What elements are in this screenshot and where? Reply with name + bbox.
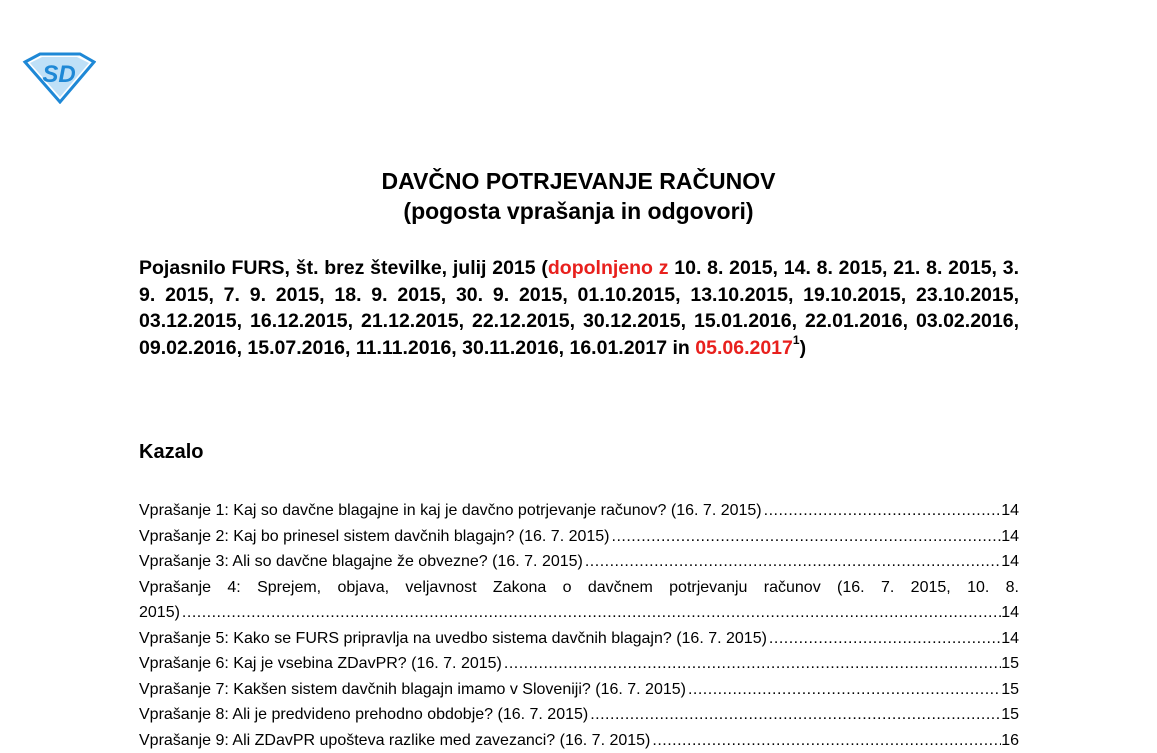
footnote-reference[interactable]: 1 [793, 333, 800, 347]
intro-red-word: dopolnjeno z [548, 257, 669, 279]
toc-page-number: 14 [1001, 498, 1019, 524]
intro-paragraph [139, 255, 1019, 361]
toc-entry-3[interactable] [139, 549, 1019, 575]
logo-icon [22, 48, 96, 104]
toc-dot-leader [610, 524, 1002, 550]
toc-dot-leader [588, 702, 1001, 728]
toc-entry-1[interactable] [139, 498, 1019, 524]
toc-page-number: 14 [1001, 626, 1019, 652]
toc-entry-text: Vprašanje 8: Ali je predvideno prehodno obdobje? (16. 7. 2015) [139, 702, 588, 728]
toc-entry-2[interactable] [139, 524, 1019, 550]
toc-entry-4[interactable] [139, 575, 1019, 626]
title-line-2: (pogosta vprašanja in odgovori) [0, 196, 1157, 226]
toc-page-number: 14 [1001, 600, 1019, 626]
toc-dot-leader [502, 651, 1001, 677]
toc-dot-leader [650, 728, 1001, 753]
toc-dot-leader [767, 626, 1001, 652]
title-line-1: DAVČNO POTRJEVANJE RAČUNOV [0, 166, 1157, 196]
toc-page-number: 15 [1001, 651, 1019, 677]
toc-entry-text: Vprašanje 6: Kaj je vsebina ZDavPR? (16. 7. 2015) [139, 651, 502, 677]
toc-entry-text: Vprašanje 9: Ali ZDavPR upošteva razlike med zavezanci? (16. 7. 2015) [139, 728, 650, 753]
toc-dot-leader [180, 600, 1001, 626]
table-of-contents [139, 498, 1019, 753]
toc-entry-text: Vprašanje 5: Kako se FURS pripravlja na uvedbo sistema davčnih blagajn? (16. 7. 2015) [139, 626, 767, 652]
toc-dot-leader [762, 498, 1002, 524]
toc-dot-leader [686, 677, 1001, 703]
toc-entry-text: Vprašanje 3: Ali so davčne blagajne že obvezne? (16. 7. 2015) [139, 549, 583, 575]
toc-entry-8[interactable] [139, 702, 1019, 728]
toc-heading: Kazalo [139, 441, 203, 464]
intro-suffix: ) [800, 337, 807, 359]
toc-entry-text: Vprašanje 7: Kakšen sistem davčnih blagajn imamo v Sloveniji? (16. 7. 2015) [139, 677, 686, 703]
toc-entry-6[interactable] [139, 651, 1019, 677]
toc-entry-text: Vprašanje 1: Kaj so davčne blagajne in kaj je davčno potrjevanje računov? (16. 7. 2015) [139, 498, 762, 524]
toc-page-number: 14 [1001, 549, 1019, 575]
toc-entry-text-line-1: Vprašanje 4: Sprejem, objava, veljavnost Zakona o davčnem potrjevanju računov (16. 7. 2015, 10. 8. [139, 575, 1019, 601]
toc-page-number: 16 [1001, 728, 1019, 753]
toc-entry-9[interactable] [139, 728, 1019, 753]
logo-text: SD [42, 61, 75, 88]
toc-entry-7[interactable] [139, 677, 1019, 703]
toc-dot-leader [583, 549, 1001, 575]
intro-red-date: 05.06.2017 [695, 337, 793, 359]
document-title [0, 166, 1157, 226]
toc-page-number: 15 [1001, 702, 1019, 728]
intro-dates: 10. 8. 2015, 14. 8. 2015, 21. 8. 2015, 3. 9. 2015, 7. 9. 2015, 18. 9. 2015, 30. 9. 2015, 01.10.2015, 13.10.2015, 19.10.2015, 23.10.2015, 03.12.2015, 16.12.2015, 21.12.2015, 22.12.2015, 30.12.2015, 15.01.2016, 22.01.2016, 03.02.2016, 09.02.2016, 15.07.2016, 11.11.2016, 30.11.2016, 16.01.2017 in [139, 257, 1019, 359]
intro-prefix: Pojasnilo FURS, št. brez številke, julij 2015 ( [139, 257, 548, 279]
toc-page-number: 15 [1001, 677, 1019, 703]
toc-page-number: 14 [1001, 524, 1019, 550]
toc-entry-text: 2015) [139, 600, 180, 626]
toc-entry-5[interactable] [139, 626, 1019, 652]
toc-entry-text: Vprašanje 2: Kaj bo prinesel sistem davčnih blagajn? (16. 7. 2015) [139, 524, 610, 550]
